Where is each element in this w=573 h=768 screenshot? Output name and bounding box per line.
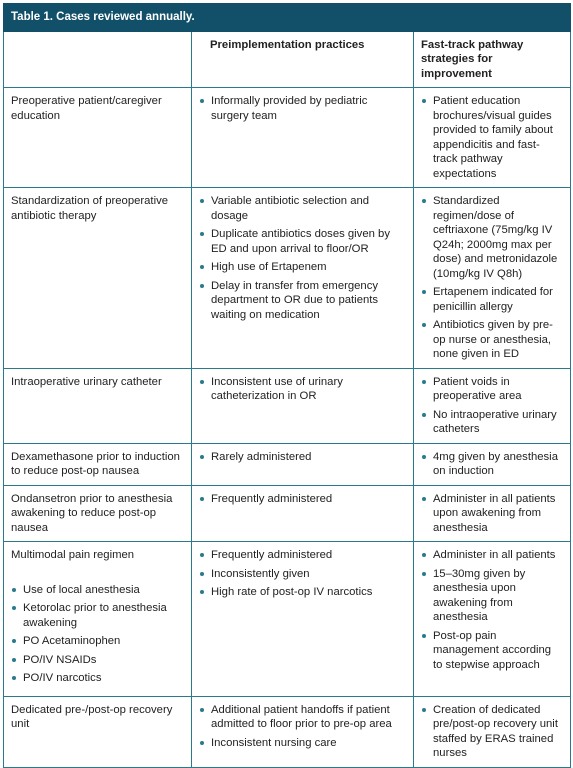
topic-cell <box>4 696 192 767</box>
header-cell-topic <box>4 31 192 88</box>
bullet-list <box>199 375 406 404</box>
bullet-list <box>199 703 406 751</box>
bullet-list <box>421 94 563 181</box>
list-item: PO/IV NSAIDs <box>11 653 184 668</box>
table-row <box>4 542 571 697</box>
preimplementation-cell <box>192 443 414 485</box>
bullet-list <box>421 375 563 437</box>
list-item: Delay in transfer from emergency department to OR due to patients waiting on medication <box>199 279 406 323</box>
header-row <box>4 31 571 88</box>
preimplementation-cell <box>192 88 414 188</box>
preimplementation-cell <box>192 485 414 542</box>
list-item: Ertapenem indicated for penicillin allergy <box>421 285 563 314</box>
list-item: Creation of dedicated pre/post-op recovery unit staffed by ERAS trained nurses <box>421 703 563 761</box>
table-row <box>4 443 571 485</box>
fast-track-cell <box>414 696 571 767</box>
preimplementation-cell <box>192 542 414 697</box>
list-item: Rarely administered <box>199 450 406 465</box>
table-row <box>4 485 571 542</box>
table-row <box>4 368 571 443</box>
list-item: Inconsistently given <box>199 567 406 582</box>
bullet-list <box>421 194 563 362</box>
topic-text: Dedicated pre-/post-op recovery unit <box>11 703 173 730</box>
topic-sub-list <box>11 583 184 686</box>
list-item: Variable antibiotic selection and dosage <box>199 194 406 223</box>
table-row <box>4 188 571 369</box>
bullet-list <box>199 492 406 507</box>
list-item: High rate of post-op IV narcotics <box>199 585 406 600</box>
topic-text: Multimodal pain regimen <box>11 549 135 561</box>
bullet-list <box>421 548 563 672</box>
table-row <box>4 88 571 188</box>
list-item: Ketorolac prior to anesthesia awakening <box>11 601 184 630</box>
list-item: Informally provided by pediatric surgery team <box>199 94 406 123</box>
list-item: Frequently administered <box>199 548 406 563</box>
preimplementation-cell <box>192 696 414 767</box>
topic-cell <box>4 542 192 697</box>
list-item: Additional patient handoffs if patient admitted to floor prior to pre-op area <box>199 703 406 732</box>
preimplementation-cell <box>192 188 414 369</box>
preimplementation-cell <box>192 368 414 443</box>
topic-text: Ondansetron prior to anesthesia awakening to reduce post-op nausea <box>11 492 173 534</box>
bullet-list <box>421 703 563 761</box>
topic-cell <box>4 188 192 369</box>
list-item: Standardized regimen/dose of ceftriaxone (75mg/kg IV Q24h; 2000mg max per dose) and metronidazole (10mg/kg IV Q8h) <box>421 194 563 281</box>
bullet-list <box>199 194 406 322</box>
list-item: Administer in all patients <box>421 548 563 563</box>
list-item: Post-op pain management according to stepwise approach <box>421 629 563 673</box>
topic-text: Standardization of preoperative antibiotic therapy <box>11 195 169 222</box>
fast-track-cell <box>414 485 571 542</box>
bullet-list <box>199 94 406 123</box>
fast-track-cell <box>414 88 571 188</box>
topic-cell <box>4 485 192 542</box>
list-item: 15–30mg given by anesthesia upon awakening from anesthesia <box>421 567 563 625</box>
list-item: Frequently administered <box>199 492 406 507</box>
list-item: Use of local anesthesia <box>11 583 184 598</box>
list-item: No intraoperative urinary catheters <box>421 408 563 437</box>
header-cell-preimplementation: Preimplementation practices <box>192 31 414 88</box>
list-item: PO/IV narcotics <box>11 671 184 686</box>
cases-table <box>3 3 571 768</box>
topic-cell <box>4 443 192 485</box>
topic-cell <box>4 88 192 188</box>
fast-track-cell <box>414 368 571 443</box>
list-item: Patient education brochures/visual guides provided to family about appendicitis and fast-track pathway expectations <box>421 94 563 181</box>
bullet-list <box>421 492 563 536</box>
list-item: 4mg given by anesthesia on induction <box>421 450 563 479</box>
list-item: High use of Ertapenem <box>199 260 406 275</box>
bullet-list <box>199 548 406 600</box>
table-caption: Table 1. Cases reviewed annually. <box>4 4 571 32</box>
fast-track-cell <box>414 188 571 369</box>
list-item: Duplicate antibiotics doses given by ED and upon arrival to floor/OR <box>199 227 406 256</box>
topic-text: Preoperative patient/caregiver education <box>11 95 162 122</box>
table-row <box>4 696 571 767</box>
topic-text: Dexamethasone prior to induction to reduce post-op nausea <box>11 450 180 477</box>
list-item: Antibiotics given by pre-op nurse or anesthesia, none given in ED <box>421 318 563 362</box>
list-item: Administer in all patients upon awakening from anesthesia <box>421 492 563 536</box>
list-item: Inconsistent nursing care <box>199 736 406 751</box>
fast-track-cell <box>414 542 571 697</box>
list-item: Inconsistent use of urinary catheterization in OR <box>199 375 406 404</box>
fast-track-cell <box>414 443 571 485</box>
header-cell-fast-track: Fast-track pathway strategies for improvement <box>414 31 571 88</box>
list-item: PO Acetaminophen <box>11 634 184 649</box>
bullet-list <box>421 450 563 479</box>
topic-cell <box>4 368 192 443</box>
bullet-list <box>199 450 406 465</box>
topic-text: Intraoperative urinary catheter <box>11 375 162 388</box>
list-item: Patient voids in preoperative area <box>421 375 563 404</box>
